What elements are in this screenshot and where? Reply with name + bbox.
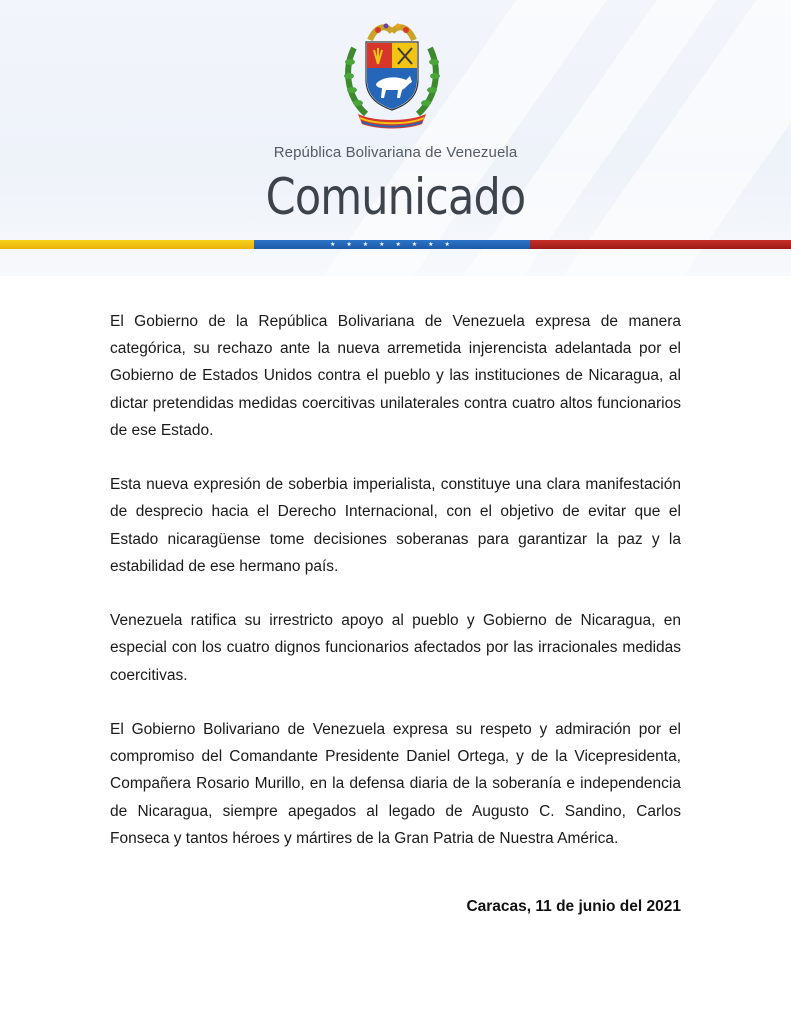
flag-yellow-stripe [0, 240, 254, 249]
communique-body [110, 308, 681, 879]
star-icon: ★ [362, 241, 369, 248]
venezuela-coat-of-arms-icon [340, 18, 444, 130]
issuer-label: República Bolivariana de Venezuela [273, 144, 518, 161]
star-icon: ★ [428, 241, 434, 248]
letterhead [0, 0, 791, 276]
star-icon: ★ [411, 241, 418, 248]
paragraph: Venezuela ratifica su irrestricto apoyo al pueblo y Gobierno de Nicaragua, en especial con los cuatro dignos funcionarios afectados por las irracionales medidas coercitivas. [110, 612, 681, 684]
star-icon: ★ [330, 241, 336, 248]
paragraph: El Gobierno Bolivariano de Venezuela expresa su respeto y admiración por el compromiso del Comandante Presidente Daniel Ortega, y de la Vicepresidenta, Compañera Rosario Murillo, en la defensa diaria de la soberanía e independencia de Nicaragua, siempre apegados al legado de Augusto C. Sandino, Carlos Fonseca y tantos héroes y mártires de la Gran Patria de Nuestra América. [110, 721, 681, 847]
star-icon: ★ [346, 241, 352, 248]
flag-red-stripe [530, 240, 791, 249]
star-icon: ★ [379, 241, 385, 248]
place-and-date: Caracas, 11 de junio del 2021 [466, 898, 681, 915]
paragraph: Esta nueva expresión de soberbia imperialista, constituye una clara manifestación de desprecio hacia el Derecho Internacional, con el objetivo de evitar que el Estado nicaragüense tome decisiones soberanas para garantizar la paz y la estabilidad de ese hermano país. [110, 476, 681, 575]
star-icon: ★ [395, 241, 401, 248]
paragraph: El Gobierno de la República Bolivariana de Venezuela expresa de manera categórica, su rechazo ante la nueva arremetida injerencista adelantada por el Gobierno de Estados Unidos contra el pueblo y las instituciones de Nicaragua, al dictar pretendidas medidas coercitivas unilaterales contra cuatro altos funcionarios de ese Estado. [110, 313, 681, 439]
flag-stars [330, 240, 450, 249]
document-title: Comunicado [265, 168, 526, 226]
star-icon: ★ [444, 241, 450, 248]
